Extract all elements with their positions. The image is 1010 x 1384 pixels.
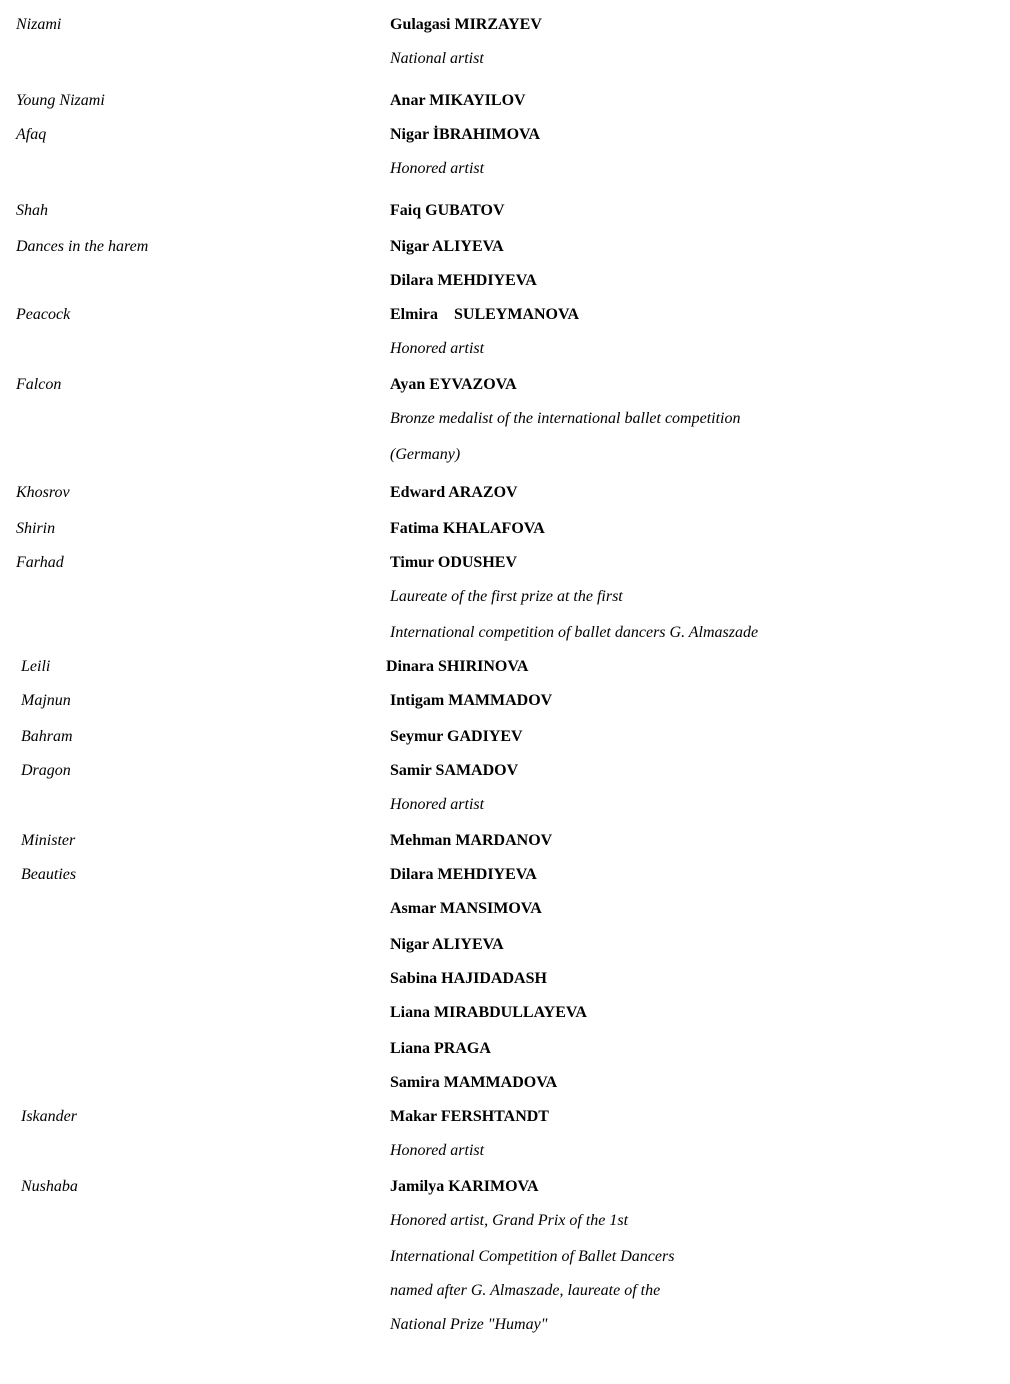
performer-name: Liana PRAGA (390, 1040, 491, 1057)
performer-name: Intigam MAMMADOV (390, 692, 553, 709)
performer-name: Elmira SULEYMANOVA (390, 306, 580, 323)
performer-name: Makar FERSHTANDT (390, 1108, 549, 1125)
performer-name: Dilara MEHDIYEVA (390, 272, 537, 289)
role-label: Dances in the harem (16, 238, 149, 255)
performer-name: Nigar ALIYEVA (390, 238, 504, 255)
performer-title: Bronze medalist of the international ballet competition (390, 410, 741, 427)
performer-title: (Germany) (390, 446, 461, 463)
role-label: Nushaba (21, 1178, 78, 1195)
performer-name: Asmar MANSIMOVA (390, 900, 542, 917)
performer-name: Samira MAMMADOVA (390, 1074, 558, 1091)
role-label: Farhad (16, 554, 64, 571)
performer-title: named after G. Almaszade, laureate of the (390, 1282, 661, 1299)
performer-name: Jamilya KARIMOVA (390, 1178, 539, 1195)
role-label: Young Nizami (16, 92, 105, 109)
performer-name: Faiq GUBATOV (390, 202, 505, 219)
role-label: Khosrov (16, 484, 70, 501)
role-label: Iskander (21, 1108, 77, 1125)
role-label: Beauties (21, 866, 77, 883)
role-label: Falcon (16, 376, 62, 393)
performer-title: International Competition of Ballet Dancers (390, 1248, 675, 1265)
performer-name: Timur ODUSHEV (390, 554, 517, 571)
performer-title: Laureate of the first prize at the first (390, 588, 623, 605)
performer-name: Nigar ALIYEVA (390, 936, 504, 953)
role-label: Majnun (21, 692, 71, 709)
role-label: Bahram (21, 728, 73, 745)
performer-name: Nigar İBRAHIMOVA (390, 126, 541, 143)
role-label: Shah (16, 202, 48, 219)
role-label: Dragon (21, 762, 71, 779)
performer-name: Samir SAMADOV (390, 762, 519, 779)
performer-title: Honored artist (390, 1142, 485, 1159)
performer-name: Seymur GADIYEV (390, 728, 523, 745)
role-label: Peacock (16, 306, 71, 323)
performer-title: National artist (390, 50, 484, 67)
performer-title: International competition of ballet dancers G. Almaszade (390, 624, 759, 641)
performer-title: Honored artist (390, 796, 485, 813)
performer-name: Sabina HAJIDADASH (390, 970, 547, 987)
performer-name: Ayan EYVAZOVA (390, 376, 517, 393)
performer-name: Edward ARAZOV (390, 484, 518, 501)
performer-name: Fatima KHALAFOVA (390, 520, 545, 537)
role-label: Leili (21, 658, 51, 675)
performer-name: Mehman MARDANOV (390, 832, 553, 849)
performer-title: National Prize "Humay" (390, 1316, 548, 1333)
role-label: Nizami (16, 16, 62, 33)
performer-name: Liana MIRABDULLAYEVA (390, 1004, 587, 1021)
performer-title: Honored artist, Grand Prix of the 1st (390, 1212, 629, 1229)
role-label: Afaq (16, 126, 47, 143)
performer-title: Honored artist (390, 340, 485, 357)
performer-name: Gulagasi MIRZAYEV (390, 16, 542, 33)
role-label: Shirin (16, 520, 56, 537)
performer-name: Dinara SHIRINOVA (386, 658, 529, 675)
performer-name: Anar MIKAYILOV (390, 92, 526, 109)
performer-title: Honored artist (390, 160, 485, 177)
role-label: Minister (21, 832, 76, 849)
performer-name: Dilara MEHDIYEVA (390, 866, 537, 883)
